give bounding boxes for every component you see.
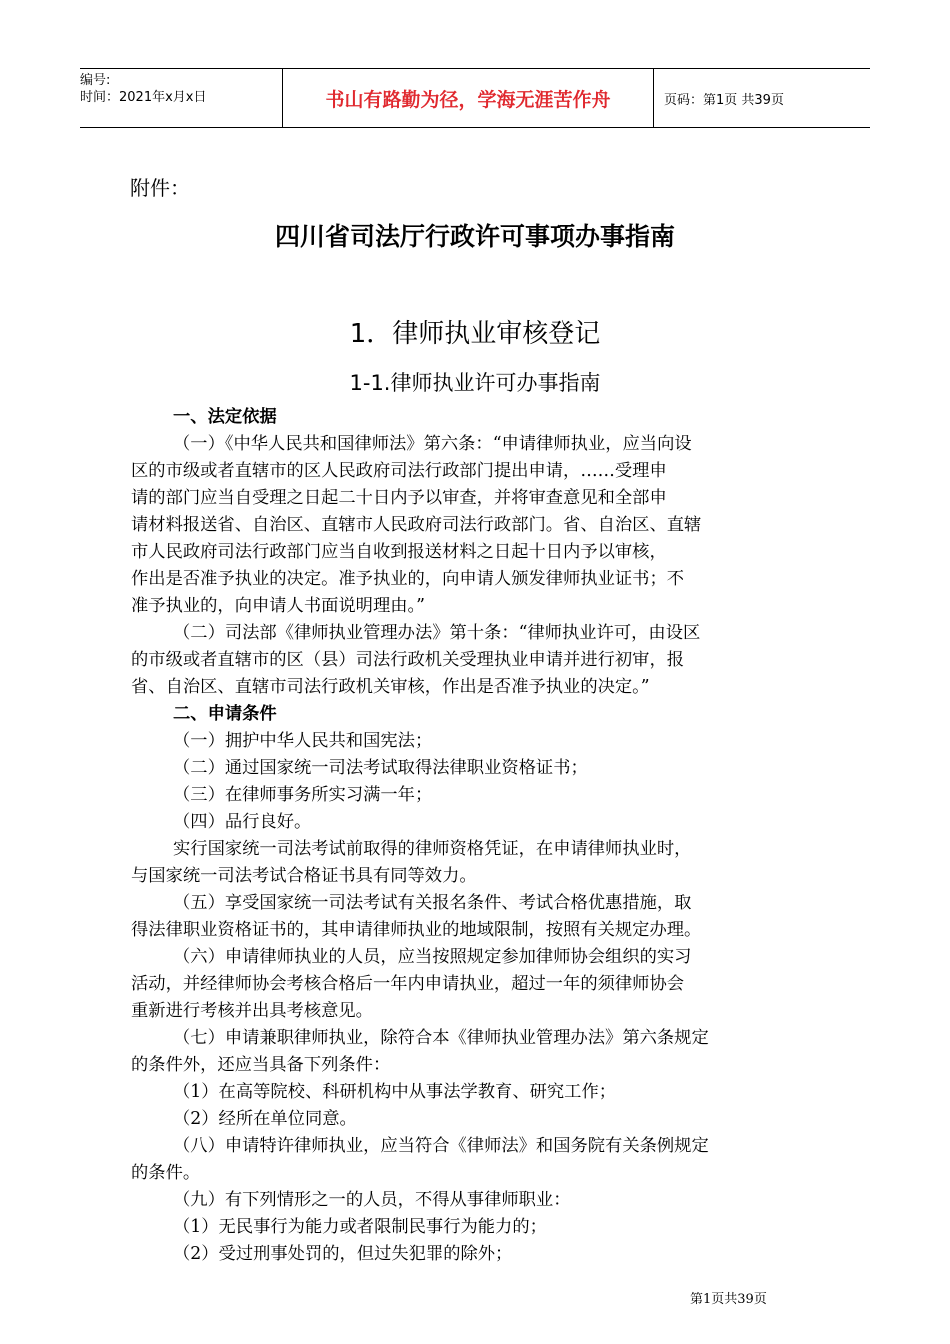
paragraph-line: （一）拥护中华人民共和国宪法； <box>173 731 433 751</box>
paragraph-line: （六）申请律师执业的人员，应当按照规定参加律师协会组织的实习 <box>173 947 692 967</box>
document-number-label: 编号: <box>80 73 111 88</box>
paragraph-line: 省、自治区、直辖市司法行政机关审核，作出是否准予执业的决定。” <box>131 677 650 697</box>
paragraph-line: 的条件外，还应当具备下列条件： <box>131 1055 391 1075</box>
footer-page-info: 第1页共39页 <box>690 1292 767 1307</box>
paragraph-line: 的市级或者直辖市的区（县）司法行政机关受理执业申请并进行初审，报 <box>131 650 685 670</box>
section-title: 1．律师执业审核登记 <box>349 319 601 349</box>
paragraph-line: （九）有下列情形之一的人员，不得从事律师职业： <box>173 1190 571 1210</box>
header-left-cell <box>80 69 282 127</box>
paragraph-line: （1）无民事行为能力或者限制民事行为能力的； <box>173 1217 547 1237</box>
paragraph-line: 活动，并经律师协会考核合格后一年内申请执业，超过一年的须律师协会 <box>131 974 685 994</box>
paragraph-line: 的条件。 <box>131 1163 201 1183</box>
paragraph-line: （2）经所在单位同意。 <box>173 1109 357 1129</box>
paragraph-line: 请的部门应当自受理之日起二十日内予以审查，并将审查意见和全部申 <box>131 488 667 508</box>
paragraph-line: （一）《中华人民共和国律师法》第六条：“申请律师执业，应当向设 <box>173 434 692 454</box>
paragraph-line: （1）在高等院校、科研机构中从事法学教育、研究工作； <box>173 1082 617 1102</box>
document-date: 时间：2021年x月x日 <box>80 90 207 105</box>
paragraph-line: （七）申请兼职律师执业，除符合本《律师执业管理办法》第六条规定 <box>173 1028 709 1048</box>
document-body <box>131 404 831 1268</box>
paragraph-line: 准予执业的，向申请人书面说明理由。” <box>131 596 425 616</box>
document-title: 四川省司法厅行政许可事项办事指南 <box>274 222 675 251</box>
header-page-info: 页码：第1页 共39页 <box>664 92 784 108</box>
paragraph-line: 请材料报送省、自治区、直辖市人民政府司法行政部门。省、自治区、直辖 <box>131 515 702 535</box>
paragraph-line: 区的市级或者直辖市的区人民政府司法行政部门提出申请，……受理申 <box>131 461 667 481</box>
paragraph-line: （五）享受国家统一司法考试有关报名条件、考试合格优惠措施，取 <box>173 893 692 913</box>
paragraph-line: 得法律职业资格证书的，其申请律师执业的地域限制，按照有关规定办理。 <box>131 920 702 940</box>
paragraph-line: 作出是否准予执业的决定。准予执业的，向申请人颁发律师执业证书；不 <box>131 569 685 589</box>
paragraph-line: 与国家统一司法考试合格证书具有同等效力。 <box>131 866 477 886</box>
page-header <box>80 68 870 128</box>
paragraph-line: 重新进行考核并出具考核意见。 <box>131 1001 373 1021</box>
paragraph-line: （三）在律师事务所实习满一年； <box>173 785 433 805</box>
section-heading: 二、申请条件 <box>173 704 277 724</box>
paragraph-line: （四）品行良好。 <box>173 812 312 832</box>
attachment-label: 附件： <box>130 176 190 200</box>
subsection-title: 1-1.律师执业许可办事指南 <box>349 371 601 395</box>
section-heading: 一、法定依据 <box>173 407 277 427</box>
paragraph-line: 实行国家统一司法考试前取得的律师资格凭证，在申请律师执业时， <box>173 839 692 859</box>
paragraph-line: （八）申请特许律师执业，应当符合《律师法》和国务院有关条例规定 <box>173 1136 709 1156</box>
paragraph-line: （2）受过刑事处罚的，但过失犯罪的除外； <box>173 1244 513 1264</box>
header-motto: 书山有路勤为径，学海无涯苦作舟 <box>282 69 654 127</box>
paragraph-line: （二）司法部《律师执业管理办法》第十条：“律师执业许可，由设区 <box>173 623 701 643</box>
paragraph-line: （二）通过国家统一司法考试取得法律职业资格证书； <box>173 758 588 778</box>
paragraph-line: 市人民政府司法行政部门应当自收到报送材料之日起十日内予以审核， <box>131 542 667 562</box>
